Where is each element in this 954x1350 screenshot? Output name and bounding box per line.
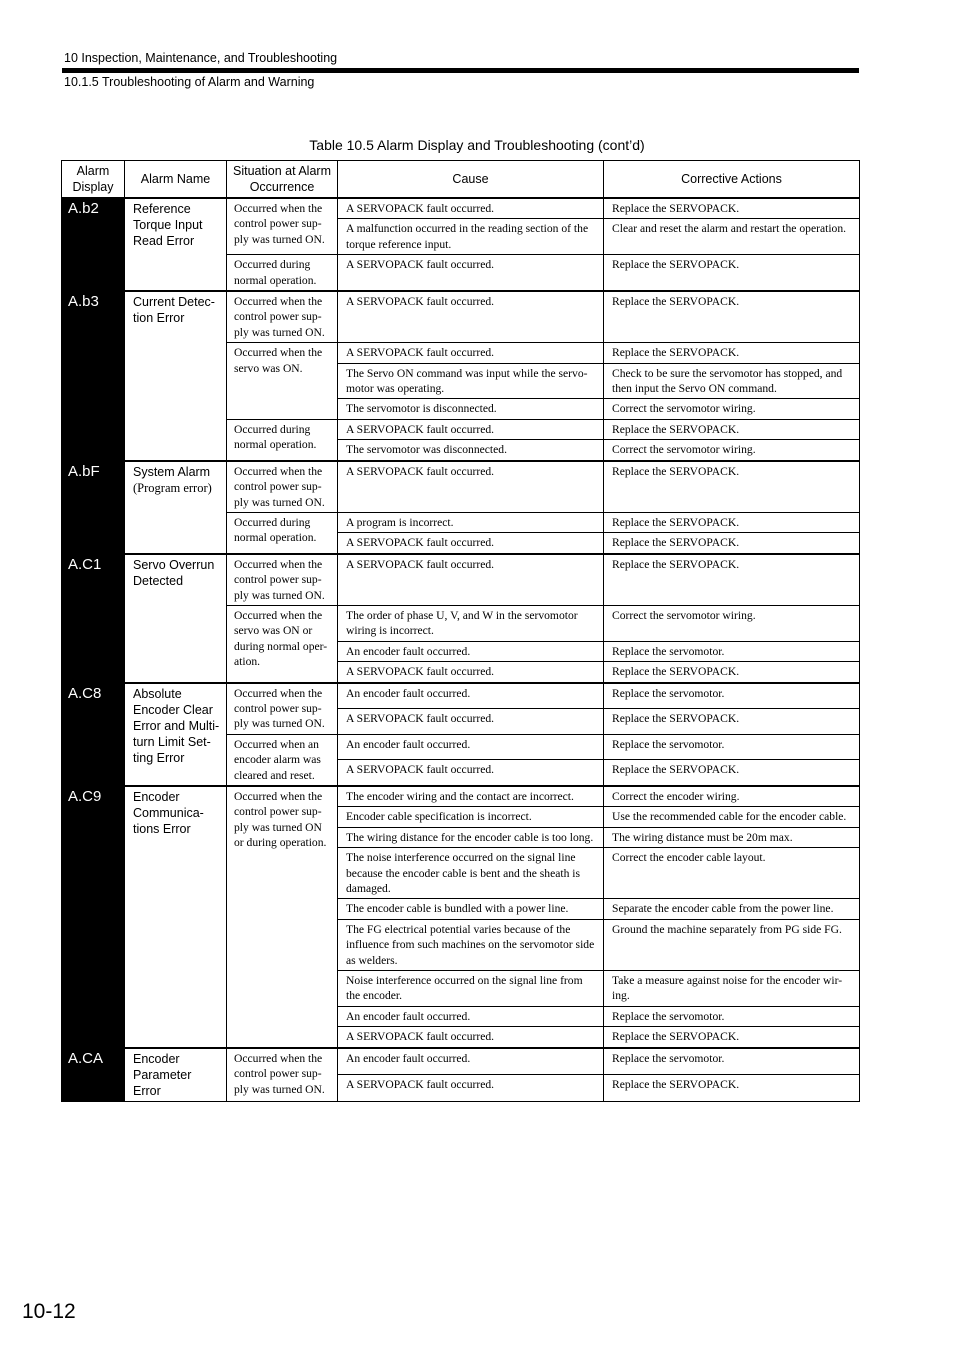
alarm-name-cell [125,683,227,786]
corrective-action-cell: The wiring distance must be 20m max. [604,827,860,847]
corrective-action-cell: Replace the servomotor. [604,1048,860,1075]
alarm-code: A.b3 [62,291,125,461]
alarm-name: Current Detec-tion Error [133,295,215,326]
section-header: 10.1.5 Troubleshooting of Alarm and Warning [64,75,315,89]
situation-cell: Occurred during normal operation. [227,512,338,553]
situation-cell: Occurred during normal operation. [227,255,338,291]
corrective-action-cell: Ground the machine separately from PG side FG. [604,919,860,970]
situation-cell: Occurred when the control power sup-ply was turned ON. [227,1048,338,1102]
cause-cell: The encoder cable is bundled with a power line. [338,899,604,919]
cause-cell: A SERVOPACK fault occurred. [338,255,604,291]
cause-cell: A malfunction occurred in the reading section of the torque reference input. [338,219,604,255]
cause-cell: A SERVOPACK fault occurred. [338,533,604,554]
cause-cell: A SERVOPACK fault occurred. [338,554,604,606]
situation-cell: Occurred when the servo was ON. [227,343,338,420]
situation-cell: Occurred when the control power sup-ply was turned ON. [227,554,338,606]
alarm-name-sub: (Program error) [133,480,212,495]
corrective-action-cell: Replace the SERVOPACK. [604,760,860,786]
cause-cell: An encoder fault occurred. [338,1048,604,1075]
situation-cell: Occurred during normal operation. [227,419,338,460]
cause-cell: A SERVOPACK fault occurred. [338,461,604,513]
col-header-alarm-display: Alarm Display [62,161,125,199]
alarm-name: Encoder Communica-tions Error [133,790,204,836]
alarm-code: A.b2 [62,198,125,291]
alarm-name: System Alarm [133,464,211,479]
cause-cell: A SERVOPACK fault occurred. [338,1027,604,1048]
alarm-code: A.C8 [62,683,125,786]
table-row [62,554,860,606]
page-number: 10-12 [22,1300,76,1323]
table-row [62,683,860,709]
alarm-name-cell [125,1048,227,1102]
situation-cell: Occurred when the control power sup-ply was turned ON. [227,461,338,513]
alarm-name: Reference Torque Input Read Error [133,202,203,248]
corrective-action-cell: Replace the SERVOPACK. [604,1075,860,1101]
cause-cell: An encoder fault occurred. [338,734,604,760]
alarm-table [61,160,860,1102]
cause-cell: A SERVOPACK fault occurred. [338,662,604,683]
cause-cell: An encoder fault occurred. [338,641,604,661]
corrective-action-cell: Replace the SERVOPACK. [604,198,860,219]
corrective-action-cell: Correct the servomotor wiring. [604,605,860,641]
alarm-code: A.bF [62,461,125,554]
table-row [62,291,860,343]
corrective-action-cell: Replace the SERVOPACK. [604,255,860,291]
situation-cell: Occurred when an encoder alarm was cleared and reset. [227,734,338,786]
corrective-action-cell: Replace the SERVOPACK. [604,461,860,513]
alarm-name-cell [125,554,227,683]
alarm-code: A.CA [62,1048,125,1102]
alarm-name-cell [125,198,227,291]
table-caption: Table 10.5 Alarm Display and Troubleshooting (cont’d) [309,137,645,153]
corrective-action-cell: Replace the SERVOPACK. [604,291,860,343]
col-header-corrective-actions: Corrective Actions [604,161,860,199]
corrective-action-cell: Replace the SERVOPACK. [604,533,860,554]
corrective-action-cell: Separate the encoder cable from the power line. [604,899,860,919]
alarm-name: Servo Overrun Detected [133,557,215,588]
corrective-action-cell: Replace the SERVOPACK. [604,662,860,683]
situation-cell: Occurred when the control power sup-ply was turned ON. [227,198,338,255]
cause-cell: A SERVOPACK fault occurred. [338,343,604,363]
corrective-action-cell: Correct the encoder wiring. [604,786,860,807]
cause-cell: A SERVOPACK fault occurred. [338,1075,604,1101]
corrective-action-cell: Replace the servomotor. [604,1006,860,1026]
header-rule [62,68,859,73]
cause-cell: The Servo ON command was input while the servo-motor was operating. [338,363,604,399]
col-header-situation: Situation at Alarm Occurrence [227,161,338,199]
corrective-action-cell: Correct the servomotor wiring. [604,440,860,461]
corrective-action-cell: Correct the encoder cable layout. [604,848,860,899]
corrective-action-cell: Check to be sure the servomotor has stopped, and then input the Servo ON command. [604,363,860,399]
corrective-action-cell: Replace the SERVOPACK. [604,419,860,439]
corrective-action-cell: Take a measure against noise for the encoder wir-ing. [604,971,860,1007]
table-row [62,786,860,807]
corrective-action-cell: Replace the SERVOPACK. [604,554,860,606]
table-row [62,461,860,513]
table-row [62,198,860,219]
cause-cell: A SERVOPACK fault occurred. [338,709,604,735]
corrective-action-cell: Replace the SERVOPACK. [604,709,860,735]
cause-cell: A SERVOPACK fault occurred. [338,198,604,219]
cause-cell: An encoder fault occurred. [338,1006,604,1026]
cause-cell: Encoder cable specification is incorrect. [338,807,604,827]
cause-cell: The wiring distance for the encoder cable is too long. [338,827,604,847]
corrective-action-cell: Correct the servomotor wiring. [604,399,860,419]
alarm-name: Absolute Encoder Clear Error and Multi-turn Limit Set-ting Error [133,686,220,765]
situation-cell: Occurred when the control power sup-ply was turned ON. [227,291,338,343]
corrective-action-cell: Replace the servomotor. [604,734,860,760]
col-header-cause: Cause [338,161,604,199]
alarm-name-cell [125,461,227,554]
cause-cell: An encoder fault occurred. [338,683,604,709]
corrective-action-cell: Replace the servomotor. [604,683,860,709]
alarm-table-body [62,198,860,1101]
cause-cell: Noise interference occurred on the signal line from the encoder. [338,971,604,1007]
corrective-action-cell: Replace the SERVOPACK. [604,343,860,363]
cause-cell: A SERVOPACK fault occurred. [338,760,604,786]
corrective-action-cell: Use the recommended cable for the encoder cable. [604,807,860,827]
corrective-action-cell: Replace the servomotor. [604,641,860,661]
corrective-action-cell: Replace the SERVOPACK. [604,512,860,532]
cause-cell: A SERVOPACK fault occurred. [338,291,604,343]
cause-cell: A SERVOPACK fault occurred. [338,419,604,439]
table-row [62,1048,860,1075]
cause-cell: The order of phase U, V, and W in the servomotor wiring is incorrect. [338,605,604,641]
alarm-name-cell [125,786,227,1048]
corrective-action-cell: Replace the SERVOPACK. [604,1027,860,1048]
situation-cell: Occurred when the control power sup-ply was turned ON. [227,683,338,735]
situation-cell: Occurred when the servo was ON or during normal oper-ation. [227,605,338,682]
alarm-code: A.C1 [62,554,125,683]
cause-cell: The FG electrical potential varies because of the influence from such machines on the servomotor side as welders. [338,919,604,970]
situation-cell: Occurred when the control power sup-ply was turned ON or during operation. [227,786,338,1048]
chapter-header: 10 Inspection, Maintenance, and Troubleshooting [64,51,338,65]
col-header-alarm-name: Alarm Name [125,161,227,199]
alarm-name: Encoder Parameter Error [133,1051,192,1098]
cause-cell: A program is incorrect. [338,512,604,532]
cause-cell: The noise interference occurred on the signal line because the encoder cable is bent and the sheath is damaged. [338,848,604,899]
corrective-action-cell: Clear and reset the alarm and restart the operation. [604,219,860,255]
cause-cell: The servomotor was disconnected. [338,440,604,461]
alarm-name-cell [125,291,227,461]
cause-cell: The encoder wiring and the contact are incorrect. [338,786,604,807]
cause-cell: The servomotor is disconnected. [338,399,604,419]
alarm-code: A.C9 [62,786,125,1048]
